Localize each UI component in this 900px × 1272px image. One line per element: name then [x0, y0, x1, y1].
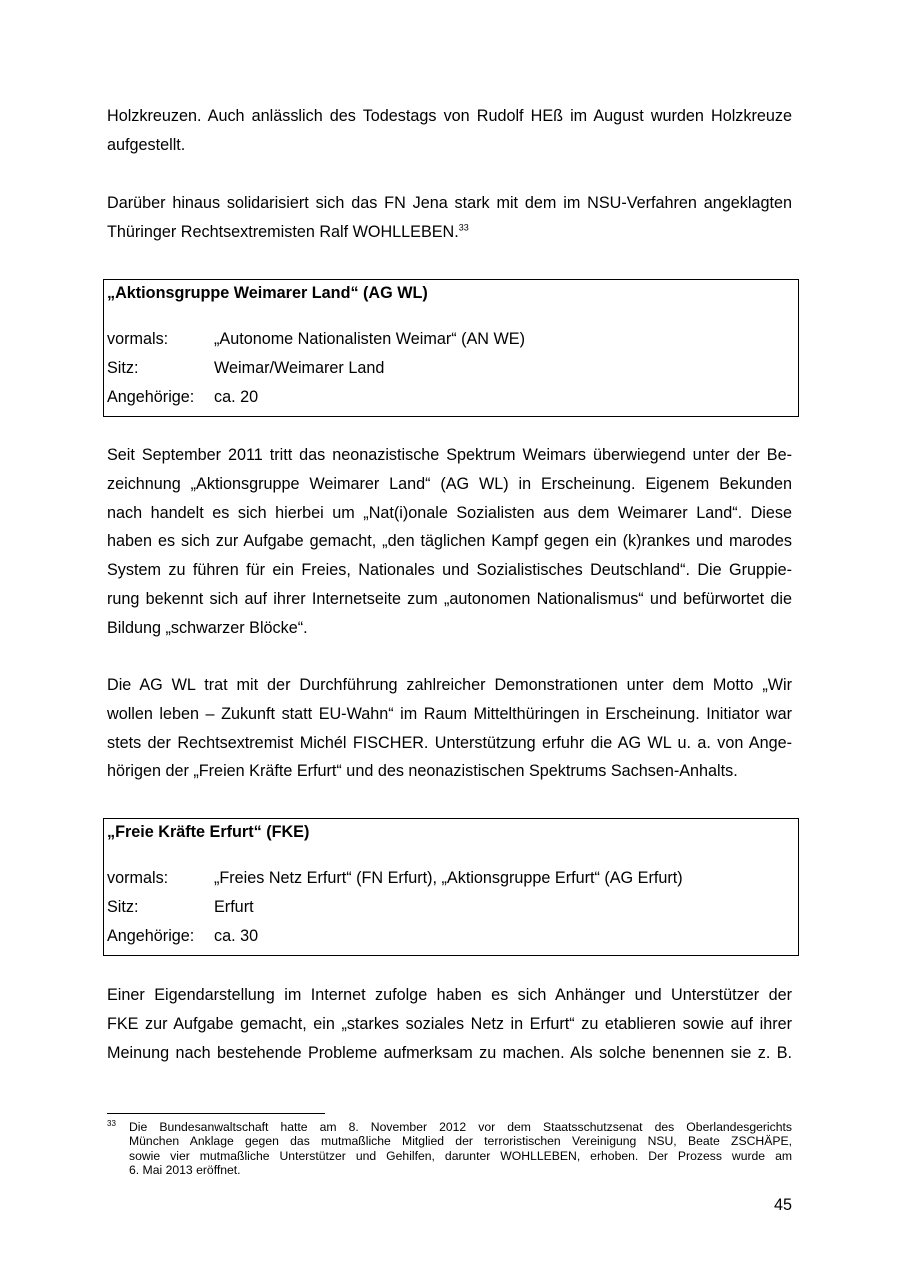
- footnote-separator: [107, 1113, 325, 1114]
- paragraph-2: [107, 189, 792, 247]
- infobox-row-angehoerige: [107, 927, 258, 946]
- footnote: [107, 1120, 792, 1178]
- paragraph-line: Seit September 2011 tritt das neonazistische Spektrum Weimars überwiegend unter der Be-: [107, 446, 792, 464]
- infobox-label: Sitz:: [107, 359, 139, 377]
- paragraph-line: rung bekennt sich auf ihrer Internetseite zum „autonomen Nationalismus“ und befürwortet die: [107, 589, 792, 608]
- infobox-value: „Freies Netz Erfurt“ (FN Erfurt), „Aktionsgruppe Erfurt“ (AG Erfurt): [214, 869, 683, 887]
- footnote-number: 33: [107, 1119, 116, 1128]
- infobox-value: Erfurt: [214, 898, 254, 916]
- infobox-ag-wl: [103, 279, 799, 417]
- paragraph-line: [107, 218, 792, 247]
- page-number: 45: [773, 1196, 792, 1214]
- footnote-reference[interactable]: 33: [458, 222, 469, 233]
- paragraph-line-text: Thüringer Rechtsextremisten Ralf WOHLLEBEN.: [107, 222, 459, 241]
- infobox-row-sitz: [107, 898, 254, 917]
- infobox-row-angehoerige: [107, 388, 258, 407]
- paragraph-line: System zu führen für ein Freies, Nationales und Sozialistisches Deutschland“. Die Gruppie-: [107, 561, 792, 580]
- paragraph-line: aufgestellt.: [107, 135, 186, 154]
- footnote-line: München Anklage gegen das mutmaßliche Mitglied der terroristischen Vereinigung NSU, Beate ZSCHÄPE,: [129, 1134, 792, 1149]
- infobox-label: Angehörige:: [107, 927, 195, 945]
- infobox-row-vormals: [107, 869, 683, 888]
- infobox-label: vormals:: [107, 330, 169, 348]
- paragraph-1: [107, 102, 792, 160]
- infobox-label: Sitz:: [107, 898, 139, 916]
- paragraph-line: Bildung „schwarzer Blöcke“.: [107, 618, 308, 637]
- infobox-row-vormals: [107, 330, 525, 349]
- infobox-value: Weimar/Weimarer Land: [214, 359, 385, 377]
- paragraph-line: wollen leben – Zukunft statt EU-Wahn“ im Raum Mittelthüringen in Erscheinung. Initiator war: [107, 704, 792, 723]
- infobox-value: ca. 30: [214, 927, 259, 945]
- paragraph-line: Einer Eigendarstellung im Internet zufolge haben es sich Anhänger und Unterstützer der: [107, 986, 792, 1004]
- footnote-line: sowie vier mutmaßliche Unterstützer und Gehilfen, darunter WOHLLEBEN, erhoben. Der Prozess wurde am: [129, 1148, 792, 1163]
- paragraph-line: Holzkreuzen. Auch anlässlich des Todestags von Rudolf HEß im August wurden Holzkreuze: [107, 107, 792, 125]
- paragraph-5: [107, 981, 792, 1067]
- infobox-value: ca. 20: [214, 388, 259, 406]
- infobox-label: Angehörige:: [107, 388, 195, 406]
- infobox-row-sitz: [107, 359, 384, 378]
- paragraph-line: Meinung nach bestehende Probleme aufmerksam zu machen. Als solche benennen sie z. B.: [107, 1043, 792, 1062]
- infobox-label: vormals:: [107, 869, 169, 887]
- infobox-title: „Aktionsgruppe Weimarer Land“ (AG WL): [107, 284, 428, 302]
- paragraph-line: Die AG WL trat mit der Durchführung zahlreicher Demonstrationen unter dem Motto „Wir: [107, 676, 792, 694]
- paragraph-line: haben es sich zur Aufgabe gemacht, „den täglichen Kampf gegen ein (k)rankes und marodes: [107, 532, 792, 551]
- paragraph-line: Darüber hinaus solidarisiert sich das FN Jena stark mit dem im NSU-Verfahren angeklagten: [107, 194, 792, 212]
- paragraph-line: FKE zur Aufgabe gemacht, ein „starkes soziales Netz in Erfurt“ zu etablieren sowie auf ihrer: [107, 1014, 792, 1033]
- paragraph-line: stets der Rechtsextremist Michél FISCHER. Unterstützung erfuhr die AG WL u. a. von Ange-: [107, 733, 792, 752]
- paragraph-3: [107, 441, 792, 643]
- paragraph-4: [107, 671, 792, 786]
- footnote-line: 6. Mai 2013 eröffnet.: [129, 1163, 241, 1178]
- infobox-fke: [103, 818, 799, 956]
- infobox-value: „Autonome Nationalisten Weimar“ (AN WE): [214, 330, 525, 348]
- footnote-text: [129, 1120, 792, 1178]
- paragraph-line: nach handelt es sich hierbei um „Nat(i)onale Sozialisten aus dem Weimarer Land“. Diese: [107, 503, 792, 522]
- infobox-title: „Freie Kräfte Erfurt“ (FKE): [107, 823, 310, 841]
- paragraph-line: hörigen der „Freien Kräfte Erfurt“ und des neonazistischen Spektrums Sachsen-Anhalts.: [107, 762, 738, 781]
- paragraph-line: zeichnung „Aktionsgruppe Weimarer Land“ (AG WL) in Erscheinung. Eigenem Bekunden: [107, 474, 792, 493]
- footnote-line: Die Bundesanwaltschaft hatte am 8. November 2012 vor dem Staatsschutzsenat des Oberlandesgerichts: [129, 1120, 792, 1134]
